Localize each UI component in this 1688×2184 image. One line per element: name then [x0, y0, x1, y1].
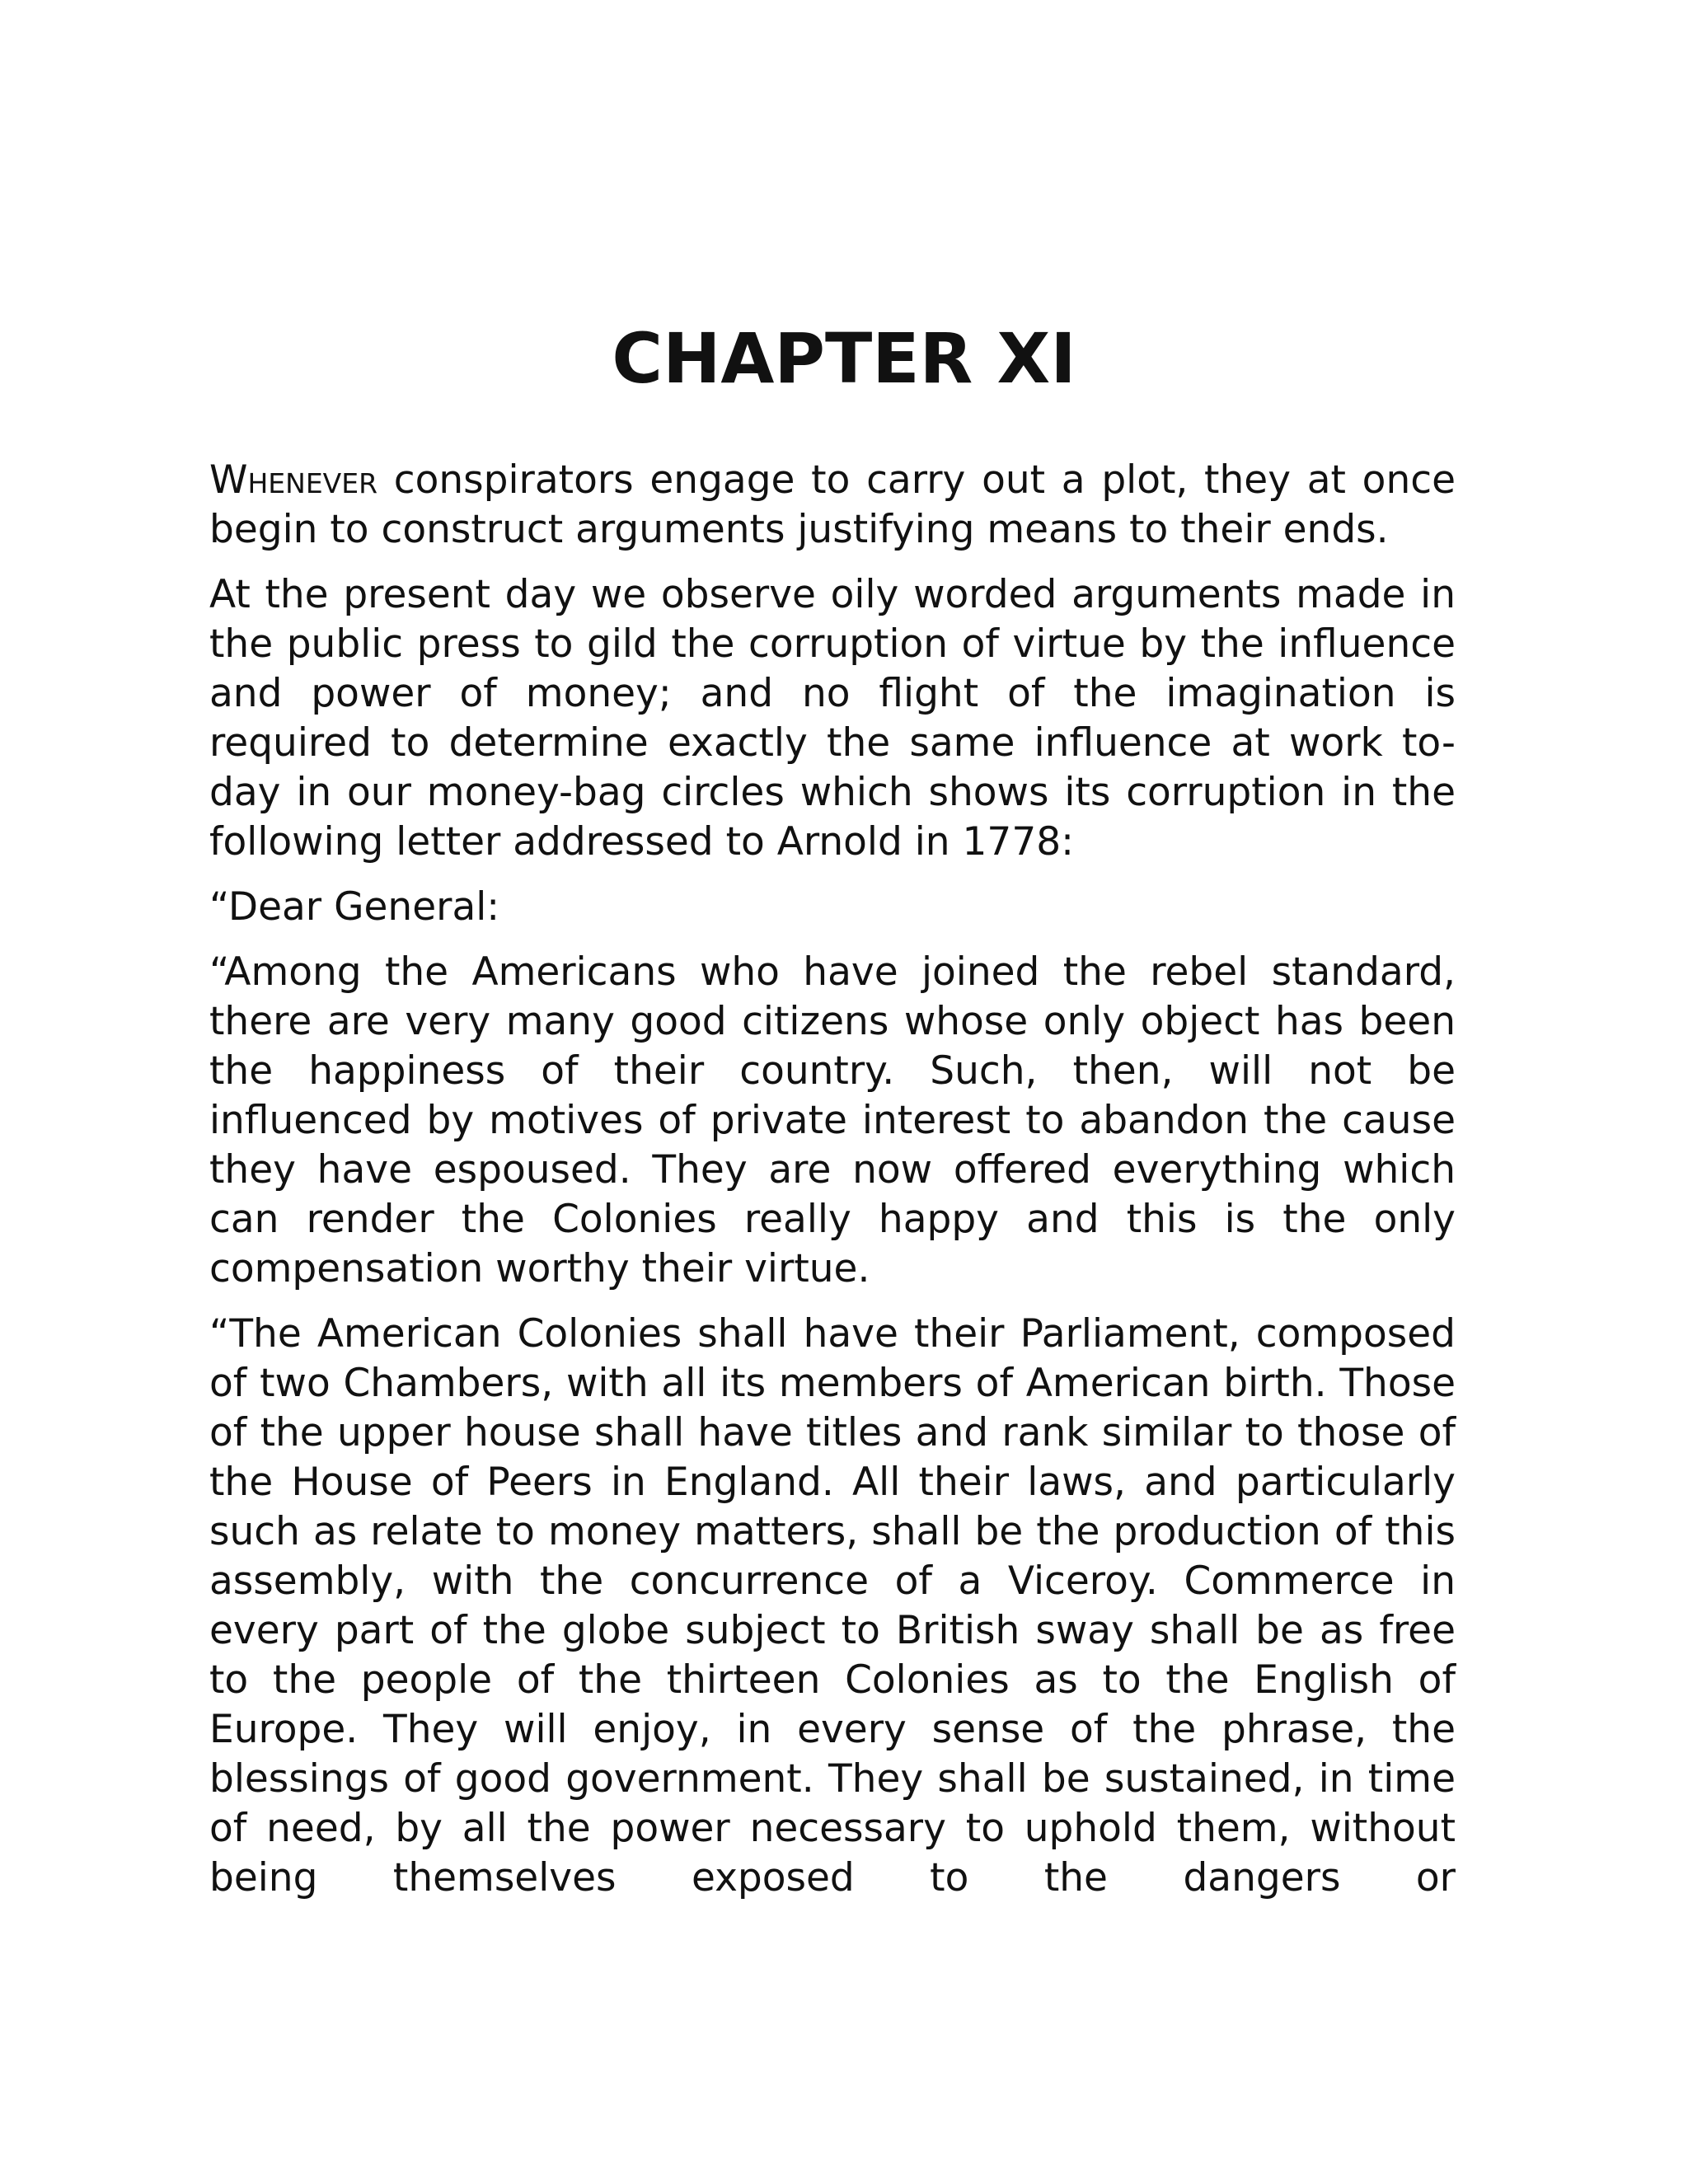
paragraph-text: “The American Colonies shall have their Parliament, composed of two Chambers, with all its members of American birth. Those of the upper house shall have titles and rank similar to those of the House of Peers in England. All their laws, and particularly such as relate to money matters, shall be the production of this assembly, with the concurrence of a Viceroy. Commerce in every part of the globe subject to British sway shall be as free to the people of the thirteen Colonies as to the English of Europe. They will enjoy, in every sense of the phrase, the blessings of good government. They shall be sustained, in time of need, by all the power necessary to uphold them, without being themselves exposed to the dangers or — [209, 1311, 1456, 1900]
letter-paragraph-americans — [209, 948, 1456, 1294]
paragraph-text: conspirators engage to carry out a plot, they at once begin to construct arguments justifying means to their ends. — [209, 457, 1456, 552]
paragraph-text: “Dear General: — [209, 884, 500, 930]
paragraph-opening — [209, 456, 1456, 555]
opening-word-small-caps: Whenever — [209, 457, 378, 503]
chapter-title: CHAPTER XI — [612, 318, 1076, 399]
paragraph-money-influence — [209, 570, 1456, 867]
letter-salutation — [209, 883, 1456, 932]
chapter-body — [209, 456, 1456, 1919]
paragraph-text: “Among the Americans who have joined the rebel standard, there are very many good citizens whose only object has been the happiness of their country. Such, then, will not be influenced by motives of private interest to abandon the cause they have espoused. They are now offered everything which can render the Colonies really happy and this is the only compensation worthy their virtue. — [209, 949, 1456, 1291]
paragraph-text: At the present day we observe oily worded arguments made in the public press to gild the corruption of virtue by the influence and power of money; and no flight of the imagination is required to determine exactly the same influence at work to-day in our money-bag circles which shows its corruption in the following letter addressed to Arnold in 1778: — [209, 572, 1456, 865]
letter-paragraph-parliament — [209, 1310, 1456, 1903]
